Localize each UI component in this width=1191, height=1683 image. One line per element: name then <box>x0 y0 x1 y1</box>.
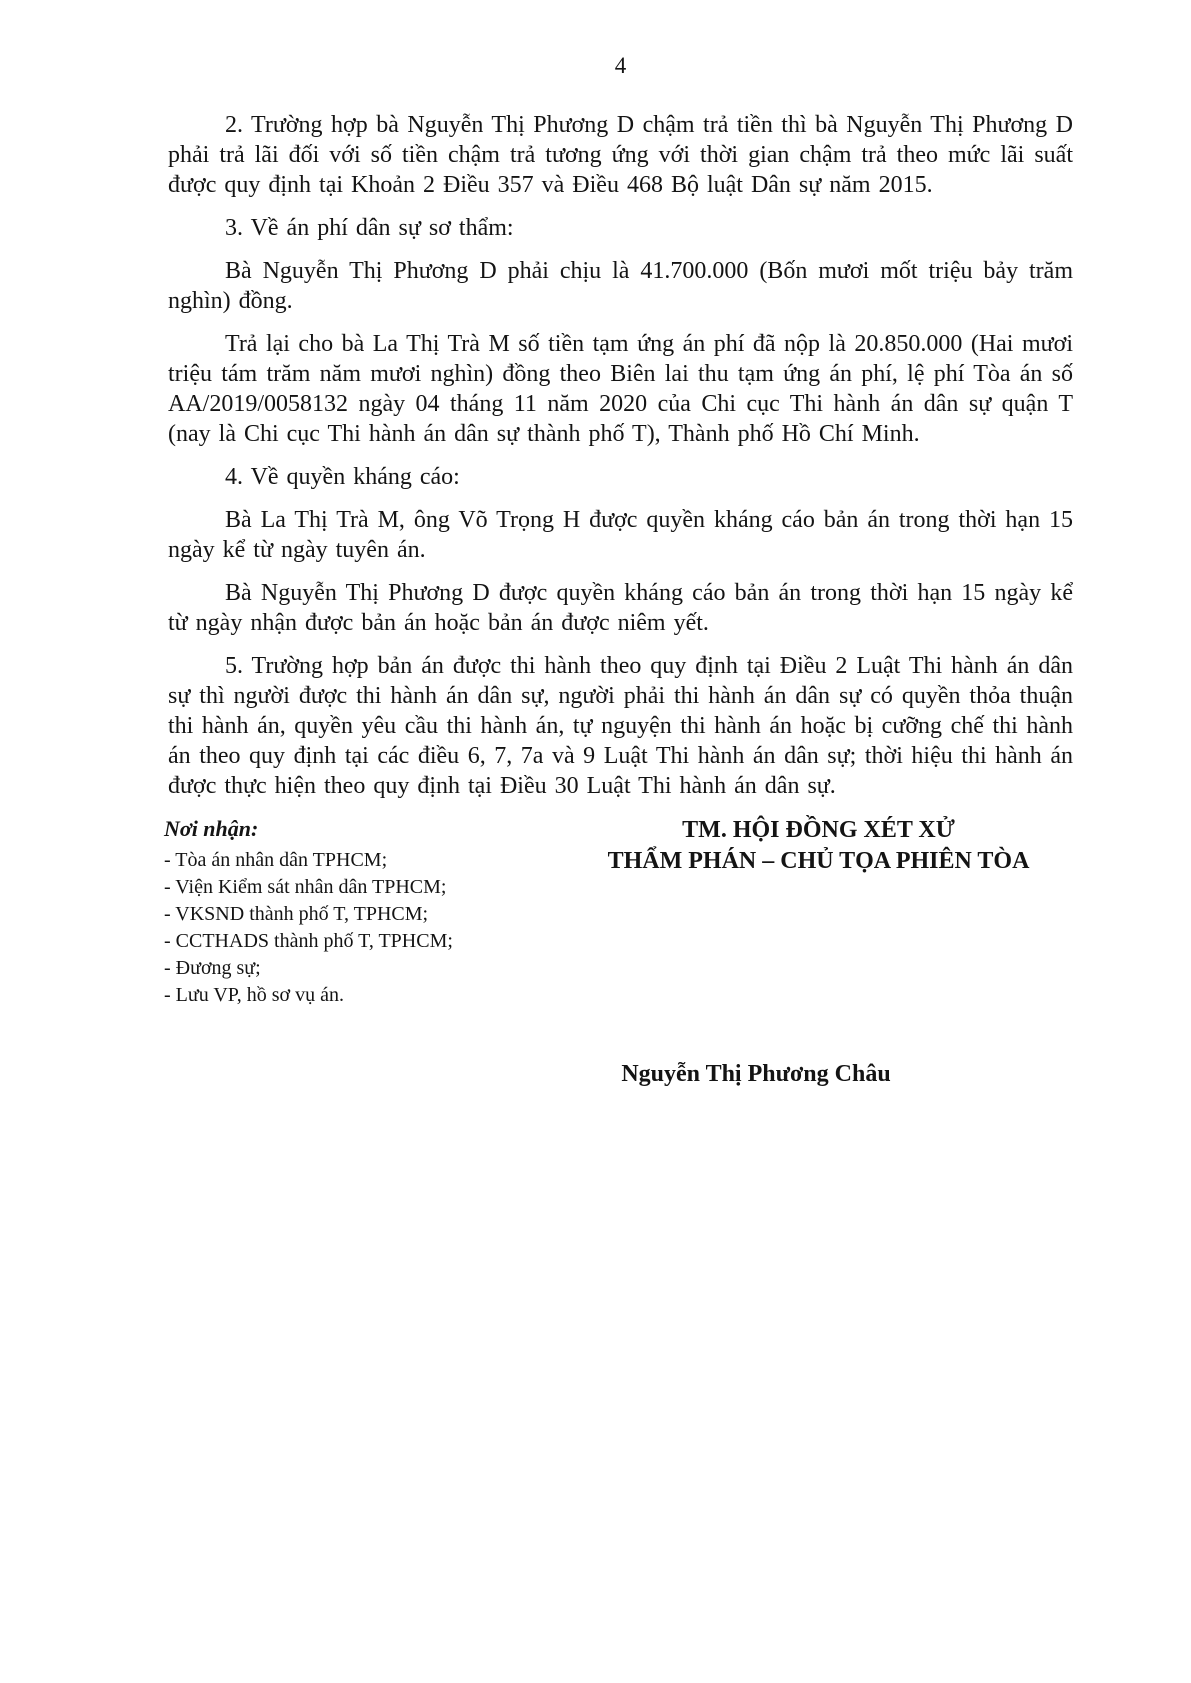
signature-title-line1: TM. HỘI ĐỒNG XÉT XỬ <box>682 817 955 843</box>
list-item: - CCTHADS thành phố T, TPHCM; <box>164 930 453 952</box>
body-paragraph: Trả lại cho bà La Thị Trà M số tiền tạm ứng án phí đã nộp là 20.850.000 (Hai mươi triệu tám trăm năm mươi nghìn) đồng theo Biên lai thu tạm ứng án phí, lệ phí Tòa án số AA/2019/0058132 ngày 04 tháng 11 năm 2020 của Chi cục Thi hành án dân sự quận T (nay là Chi cục Thi hành án dân sự thành phố T), Thành phố Hồ Chí Minh. <box>168 331 1073 447</box>
body-paragraph: 2. Trường hợp bà Nguyễn Thị Phương D chậm trả tiền thì bà Nguyễn Thị Phương D phải trả lãi đối với số tiền chậm trả tương ứng với thời gian chậm trả theo mức lãi suất được quy định tại Khoản 2 Điều 357 và Điều 468 Bộ luật Dân sự năm 2015. <box>168 112 1073 198</box>
list-item: - Đương sự; <box>164 957 261 979</box>
body-paragraph: Bà Nguyễn Thị Phương D phải chịu là 41.700.000 (Bốn mươi mốt triệu bảy trăm nghìn) đồng. <box>168 258 1073 314</box>
body-paragraph: 4. Về quyền kháng cáo: <box>225 464 460 490</box>
recipients-label: Nơi nhận: <box>164 816 259 841</box>
footer-row <box>164 815 1073 1009</box>
body-paragraph: 5. Trường hợp bản án được thi hành theo quy định tại Điều 2 Luật Thi hành án dân sự thì người được thi hành án dân sự, người phải thi hành án dân sự có quyền thỏa thuận thi hành án, quyền yêu cầu thi hành án, tự nguyện thi hành án hoặc bị cưỡng chế thi hành án theo quy định tại các điều 6, 7, 7a và 9 Luật Thi hành án dân sự; thời hiệu thi hành án được thực hiện theo quy định tại Điều 30 Luật Thi hành án dân sự. <box>168 653 1073 799</box>
judgment-body <box>168 110 1073 801</box>
signature-title-block <box>564 815 1073 877</box>
list-item: - Viện Kiểm sát nhân dân TPHCM; <box>164 876 447 898</box>
signer-name: Nguyễn Thị Phương Châu <box>621 1061 891 1087</box>
body-paragraph: 3. Về án phí dân sự sơ thẩm: <box>225 215 514 241</box>
body-paragraph: Bà La Thị Trà M, ông Võ Trọng H được quyền kháng cáo bản án trong thời hạn 15 ngày kể từ ngày tuyên án. <box>168 507 1073 563</box>
list-item: - VKSND thành phố T, TPHCM; <box>164 903 429 925</box>
signature-title-line2: THẨM PHÁN – CHỦ TỌA PHIÊN TÒA <box>607 848 1030 874</box>
body-paragraph: Bà Nguyễn Thị Phương D được quyền kháng cáo bản án trong thời hạn 15 ngày kể từ ngày nhận được bản án hoặc bản án được niêm yết. <box>168 580 1073 636</box>
recipients-block <box>164 815 564 1009</box>
page-number: 4 <box>614 53 627 78</box>
list-item: - Lưu VP, hồ sơ vụ án. <box>164 984 344 1006</box>
list-item: - Tòa án nhân dân TPHCM; <box>164 849 388 871</box>
